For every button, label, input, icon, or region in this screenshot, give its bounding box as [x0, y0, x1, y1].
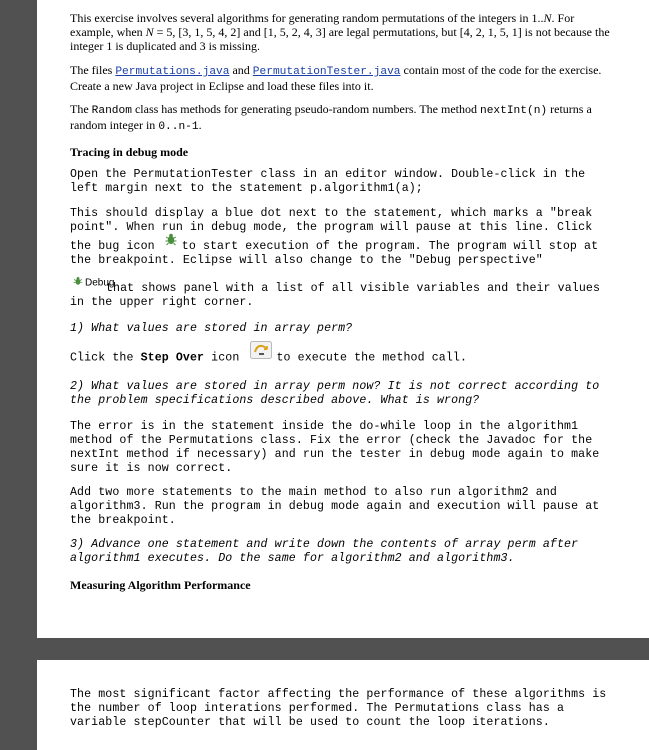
step-over-icon [250, 341, 272, 364]
permutation-tester-file-link[interactable]: PermutationTester.java [252, 66, 401, 78]
bug-icon [164, 232, 178, 251]
step-fix-error: The error is in the statement inside the do-while loop in the algorithm1 method of the Permutations class. Fix the error (check the Javadoc for the nextInt method if necessary) and run the tester in debug mode again to make sure it is now correct. [70, 420, 600, 475]
performance-paragraph: The most significant factor affecting the performance of these algorithms is the number of loop interations performed. The Permutations class has a variable stepCounter that will be used to count the loop iterations. [70, 688, 607, 729]
section-heading-tracing: Tracing in debug mode [70, 145, 189, 159]
intro-paragraph-2: The files Permutations.java and PermutationTester.java contain most of the code for the exercise. Create a new Java project in Eclipse and load these files into it. [70, 63, 602, 93]
document-page-1 [37, 0, 649, 638]
step-open-tester: Open the PermutationTester class in an editor window. Double-click in the left margin next to the statement p.algorithm1(a); [70, 168, 586, 195]
question-1: 1) What values are stored in array perm? [70, 322, 353, 335]
step-breakpoint: This should display a blue dot next to the statement, which marks a "break point". When run in debug mode, the program will pause at this line. Click [70, 207, 593, 234]
debug-perspective-tab: Debug [73, 276, 114, 290]
intro-paragraph-1: This exercise involves several algorithms for generating random permutations of the integers in 1..N. For example, when N = 5, [3, 1, 5, 4, 2] and [1, 5, 2, 4, 3] are legal permutations, but [4, 2, 1, 5, 1] is not because the integer 1 is duplicated and 3 is missing. [70, 11, 610, 53]
step-bug-icon: the bug icon to start execution of the program. The program will stop at the breakpoint. Eclipse will also change to the "Debug perspective" [70, 240, 619, 268]
permutations-file-link[interactable]: Permutations.java [115, 66, 230, 78]
intro-paragraph-3: The Random class has methods for generating pseudo-random numbers. The method nextInt(n) returns a random integer in 0..n-1. [70, 102, 592, 133]
document-page-2 [37, 660, 649, 750]
step-step-over: Click the Step Over icon to execute the method call. [70, 351, 619, 366]
step-add-algorithms: Add two more statements to the main method to also run algorithm2 and algorithm3. Run the program in debug mode again and execution will pause at the breakpoint. [70, 486, 600, 527]
section-heading-performance: Measuring Algorithm Performance [70, 578, 251, 592]
question-2: 2) What values are stored in array perm now? It is not correct according to the problem specifications described above. What is wrong? [70, 380, 600, 407]
question-3: 3) Advance one statement and write down the contents of array perm after algorithm1 executes. Do the same for algorithm2 and algorithm3. [70, 538, 579, 565]
step-debug-perspective: that shows panel with a list of all visible variables and their values in the upper right corner. [70, 282, 601, 309]
